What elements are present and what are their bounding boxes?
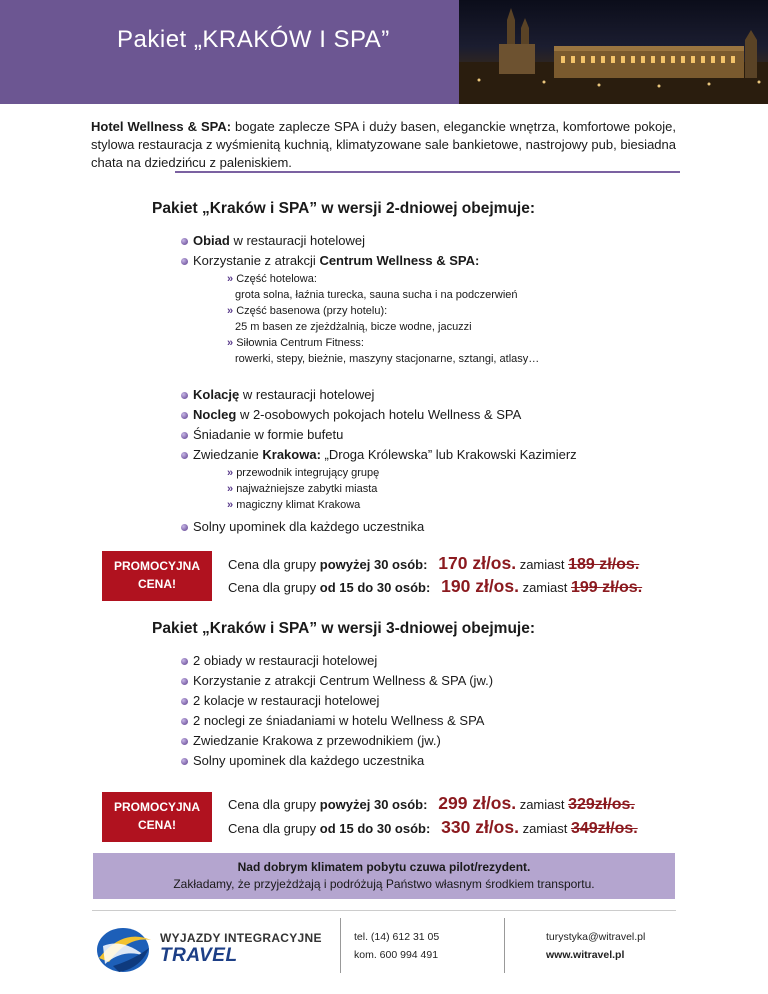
old-price: 329zł/os.: [568, 796, 635, 813]
mobile-number: kom. 600 994 491: [354, 949, 439, 961]
list-item: Solny upominek dla każdego uczestnika: [180, 751, 493, 771]
logo-text-bottom: TRAVEL: [160, 945, 238, 966]
web-contact: [546, 928, 645, 964]
list-item: Zwiedzanie Krakowa: „Droga Królewska” lub Krakowski Kazimierz: [180, 445, 577, 465]
promo-price: 170 zł/os.: [438, 553, 517, 573]
package-2day-list: [180, 231, 539, 367]
logo-text-top: WYJAZDY INTEGRACYJNE: [160, 931, 322, 945]
notice-box: [93, 853, 675, 899]
sub-item-desc: 25 m basen ze zjeżdżalnią, bicze wodne, jacuzzi: [235, 321, 472, 333]
promo-badge: PROMOCYJNA CENA!: [102, 792, 212, 842]
page-title: Pakiet „KRAKÓW I SPA”: [117, 26, 390, 53]
list-item: Kolację w restauracji hotelowej: [180, 385, 577, 405]
list-item: Solny upominek dla każdego uczestnika: [180, 517, 577, 537]
krakow-night-photo: [459, 0, 768, 104]
email-link[interactable]: turystyka@witravel.pl: [546, 931, 646, 943]
promo-price: 330 zł/os.: [441, 817, 519, 837]
sub-item-desc: grota solna, łaźnia turecka, sauna sucha i na podczerwień: [235, 289, 518, 301]
list-item: 2 kolacje w restauracji hotelowej: [180, 691, 493, 711]
sub-item: » najważniejsze zabytki miasta: [227, 483, 378, 495]
package-2day-title: Pakiet „Kraków i SPA” w wersji 2-dniowej obejmuje:: [152, 200, 536, 217]
old-price: 199 zł/os.: [570, 579, 643, 596]
list-item: Obiad w restauracji hotelowej: [180, 231, 539, 251]
list-item: Korzystanie z atrakcji Centrum Wellness & SPA (jw.): [180, 671, 493, 691]
package-3day-title: Pakiet „Kraków i SPA” w wersji 3-dniowej obejmuje:: [152, 620, 536, 637]
sub-item: » Część hotelowa:: [227, 273, 317, 285]
list-item: Śniadanie w formie bufetu: [180, 425, 577, 445]
sub-item-desc: rowerki, stepy, bieżnie, maszyny stacjonarne, sztangi, atlasy…: [235, 353, 540, 365]
old-price: 349zł/os.: [570, 820, 638, 837]
company-logo: [93, 918, 343, 982]
sub-item: » Część basenowa (przy hotelu):: [227, 305, 388, 317]
price-row-15-30: Cena dla grupy od 15 do 30 osób: 190 zł/os. zamiast 199 zł/os.: [228, 576, 643, 596]
divider: [175, 171, 680, 173]
logo-swirl-icon: [93, 918, 157, 982]
header-banner: [0, 0, 768, 104]
phone-number: tel. (14) 612 31 05: [354, 931, 440, 943]
promo-price: 190 zł/os.: [441, 576, 519, 596]
footer-divider: [92, 910, 676, 911]
notice-line1: Nad dobrym klimatem pobytu czuwa pilot/rezydent.: [237, 860, 531, 874]
footer-separator: [504, 918, 505, 973]
intro-lead: Hotel Wellness & SPA:: [91, 119, 232, 134]
price-row-15-30: Cena dla grupy od 15 do 30 osób: 330 zł/os. zamiast 349zł/os.: [228, 817, 638, 837]
intro-text: bogate zaplecze SPA i duży basen, eleganckie wnętrza, komfortowe pokoje, stylowa restauracja z wyśmienitą kuchnią, klimatyzowane sale bankietowe, nastrojowy pub, biesiadna chata na dziedzińcu z paleniskiem.: [91, 119, 677, 170]
phone-contact: [354, 928, 439, 964]
package-2day-list-cont: [180, 385, 577, 537]
price-row-over-30: Cena dla grupy powyżej 30 osób: 170 zł/os. zamiast 189 zł/os.: [228, 553, 640, 573]
promo-price: 299 zł/os.: [438, 793, 517, 813]
sub-item: » magiczny klimat Krakowa: [227, 499, 361, 511]
website-link[interactable]: www.witravel.pl: [546, 949, 625, 961]
list-item: Zwiedzanie Krakowa z przewodnikiem (jw.): [180, 731, 493, 751]
list-item: 2 noclegi ze śniadaniami w hotelu Wellness & SPA: [180, 711, 493, 731]
price-row-over-30: Cena dla grupy powyżej 30 osób: 299 zł/os. zamiast 329zł/os.: [228, 793, 635, 813]
list-item: Nocleg w 2-osobowych pokojach hotelu Wellness & SPA: [180, 405, 577, 425]
sub-item: » przewodnik integrujący grupę: [227, 467, 380, 479]
list-item: 2 obiady w restauracji hotelowej: [180, 651, 493, 671]
sub-item: » Siłownia Centrum Fitness:: [227, 337, 364, 349]
promo-badge: PROMOCYJNA CENA!: [102, 551, 212, 601]
package-3day-list: [180, 651, 493, 771]
hotel-intro: [91, 118, 676, 172]
old-price: 189 zł/os.: [568, 556, 640, 573]
notice-line2: Zakładamy, że przyjeżdżają i podróżują Państwo własnym środkiem transportu.: [173, 877, 595, 891]
footer-separator: [340, 918, 341, 973]
list-item: Korzystanie z atrakcji Centrum Wellness & SPA:: [180, 251, 539, 271]
